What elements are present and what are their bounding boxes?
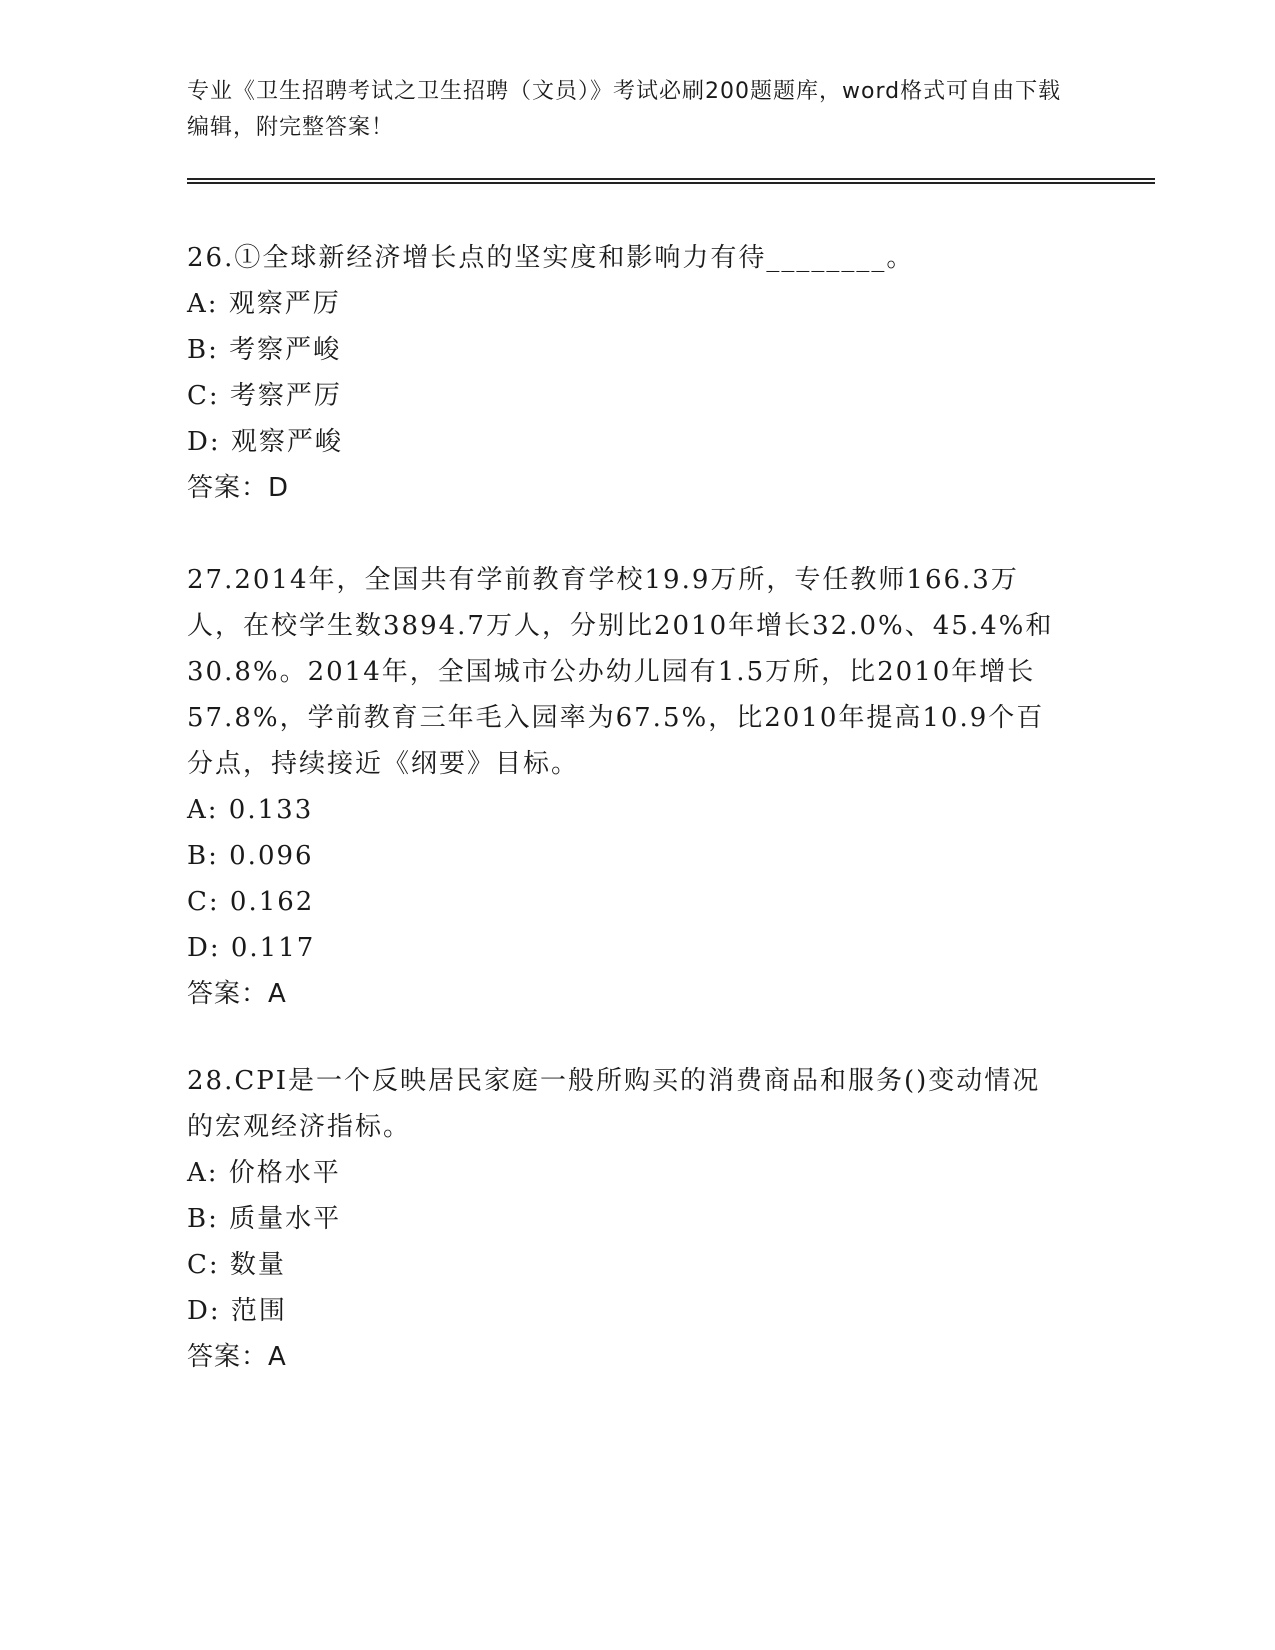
option-d: D: 0.117: [187, 933, 316, 963]
document-header: 专业《卫生招聘考试之卫生招聘（文员）》考试必刷200题题库，word格式可自由下载编辑，附完整答案！: [187, 79, 1062, 140]
option-c: C: 0.162: [187, 887, 315, 917]
question-26: [187, 235, 1067, 511]
answer: 答案：D: [187, 473, 290, 503]
option-a: A: 观察严厉: [187, 289, 341, 319]
option-a: A: 价格水平: [187, 1158, 341, 1188]
header-rule-bottom: [187, 182, 1155, 184]
option-a: A: 0.133: [187, 795, 314, 825]
answer: 答案：A: [187, 1342, 287, 1372]
question-27: [187, 557, 1067, 1017]
question-28: [187, 1058, 1067, 1380]
option-b: B: 0.096: [187, 841, 314, 871]
answer: 答案：A: [187, 979, 287, 1009]
question-stem: 28.CPI是一个反映居民家庭一般所购买的消费商品和服务()变动情况的宏观经济指标。: [187, 1066, 1041, 1142]
question-stem: 27.2014年，全国共有学前教育学校19.9万所，专任教师166.3万人，在校学生数3894.7万人，分别比2010年增长32.0%、45.4%和30.8%。2014年，全国城市公办幼儿园有1.5万所，比2010年增长57.8%，学前教育三年毛入园率为67.5%，比2010年提高10.9个百分点，持续接近《纲要》目标。: [187, 565, 1054, 779]
option-b: B: 考察严峻: [187, 335, 342, 365]
question-stem: 26.①全球新经济增长点的坚实度和影响力有待________。: [187, 243, 915, 273]
option-d: D: 范围: [187, 1296, 287, 1326]
option-c: C: 数量: [187, 1250, 286, 1280]
option-c: C: 考察严厉: [187, 381, 342, 411]
header-rule-top: [187, 178, 1155, 180]
option-b: B: 质量水平: [187, 1204, 342, 1234]
option-d: D: 观察严峻: [187, 427, 343, 457]
